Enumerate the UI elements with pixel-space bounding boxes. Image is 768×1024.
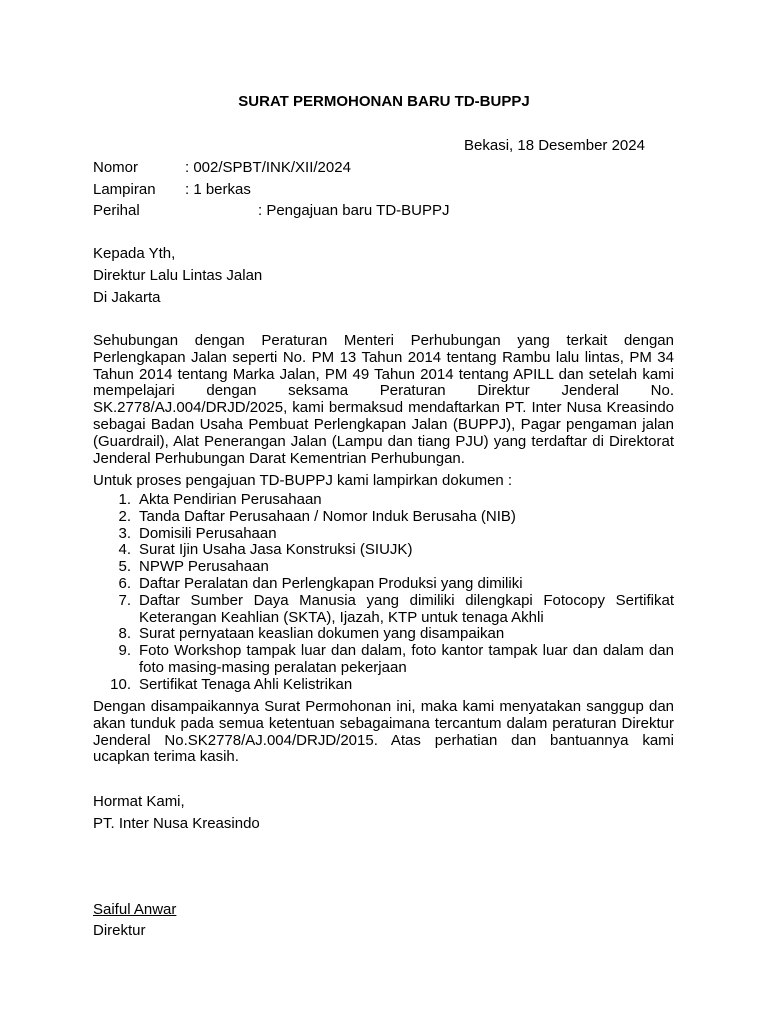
list-item — [93, 492, 674, 509]
list-item-text: Daftar Peralatan dan Perlengkapan Produksi yang dimiliki — [139, 574, 523, 592]
list-item — [93, 526, 674, 543]
body-paragraph: Sehubungan dengan Peraturan Menteri Perhubungan yang terkait dengan Perlengkapan Jalan seperti No. PM 13 Tahun 2014 tentang Rambu lalu lintas, PM 34 Tahun 2014 tentang Marka Jalan, PM 49 Tahun 2014 tentang APILL dan setelah kami mempelajari dengan seksama Peraturan Direktur Jenderal No. SK.2778/AJ.004/DRJD/2025, kami bermaksud mendaftarkan PT. Inter Nusa Kreasindo sebagai Badan Usaha Pembuat Perlengkapan Jalan (BUPPJ), Pagar pengaman jalan (Guardrail), Alat Penerangan Jalan (Lampu dan tiang PJU) yang terdaftar di Direktorat Jenderal Perhubungan Darat Kementrian Perhubungan. — [93, 332, 674, 467]
list-item — [93, 626, 674, 643]
list-item-text: Daftar Sumber Daya Manusia yang dimiliki dilengkapi Fotocopy Sertifikat Keterangan Keahlian (SKTA), Ijazah, KTP untuk tenaga Akhli — [139, 591, 674, 626]
list-item-text: Domisili Perusahaan — [139, 524, 277, 542]
list-item — [93, 593, 674, 627]
meta-key: Nomor — [93, 159, 139, 176]
letter-title: SURAT PERMOHONAN BARU TD-BUPPJ — [238, 93, 530, 110]
list-item-text: Sertifikat Tenaga Ahli Kelistrikan — [139, 675, 353, 693]
place-date: Bekasi, 18 Desember 2024 — [464, 137, 645, 154]
document-list — [93, 492, 674, 694]
list-item-text: Surat pernyataan keaslian dokumen yang disampaikan — [139, 625, 505, 643]
list-item-number: 7. — [118, 591, 131, 609]
meta-key: Lampiran — [93, 181, 156, 198]
list-item-number: 3. — [118, 524, 131, 542]
company-name: PT. Inter Nusa Kreasindo — [93, 815, 260, 832]
list-item-text: Akta Pendirian Perusahaan — [139, 491, 322, 508]
list-item-text: Tanda Daftar Perusahaan / Nomor Induk Berusaha (NIB) — [139, 507, 516, 525]
list-item-number: 4. — [118, 541, 131, 559]
list-item-number: 1. — [118, 491, 131, 508]
list-item-number: 8. — [118, 625, 131, 643]
list-item-text: NPWP Perusahaan — [139, 558, 269, 576]
list-item — [93, 542, 674, 559]
list-item-number: 9. — [118, 642, 131, 660]
list-item-number: 5. — [118, 558, 131, 576]
list-item — [93, 576, 674, 593]
meta-value: : 002/SPBT/INK/XII/2024 — [185, 159, 351, 176]
meta-value: : 1 berkas — [185, 181, 251, 198]
meta-key: Perihal — [93, 202, 140, 219]
list-item-number: 6. — [118, 574, 131, 592]
list-item — [93, 643, 674, 677]
signer-title: Direktur — [93, 922, 146, 939]
list-item-number: 10. — [110, 675, 131, 693]
recipient-name: Direktur Lalu Lintas Jalan — [93, 267, 263, 284]
list-intro: Untuk proses pengajuan TD-BUPPJ kami lampirkan dokumen : — [93, 472, 513, 489]
list-item — [93, 559, 674, 576]
closing-paragraph: Dengan disampaikannya Surat Permohonan ini, maka kami menyatakan sanggup dan akan tunduk pada semua ketentuan sebagaimana tercantum dalam peraturan Direktur Jenderal No.SK2778/AJ.004/DRJD/2015. Atas perhatian dan bantuannya kami ucapkan terima kasih. — [93, 698, 674, 766]
recipient-location: Di Jakarta — [93, 289, 161, 306]
list-item — [93, 509, 674, 526]
recipient-greeting: Kepada Yth, — [93, 245, 176, 262]
list-item-number: 2. — [118, 507, 131, 525]
list-item — [93, 677, 674, 694]
regards: Hormat Kami, — [93, 793, 185, 810]
signer-name: Saiful Anwar — [93, 901, 177, 918]
list-item-text: Foto Workshop tampak luar dan dalam, foto kantor tampak luar dan dalam dan foto masing-masing peralatan pekerjaan — [139, 642, 674, 676]
list-item-text: Surat Ijin Usaha Jasa Konstruksi (SIUJK) — [139, 541, 413, 559]
meta-value: : Pengajuan baru TD-BUPPJ — [258, 202, 450, 219]
